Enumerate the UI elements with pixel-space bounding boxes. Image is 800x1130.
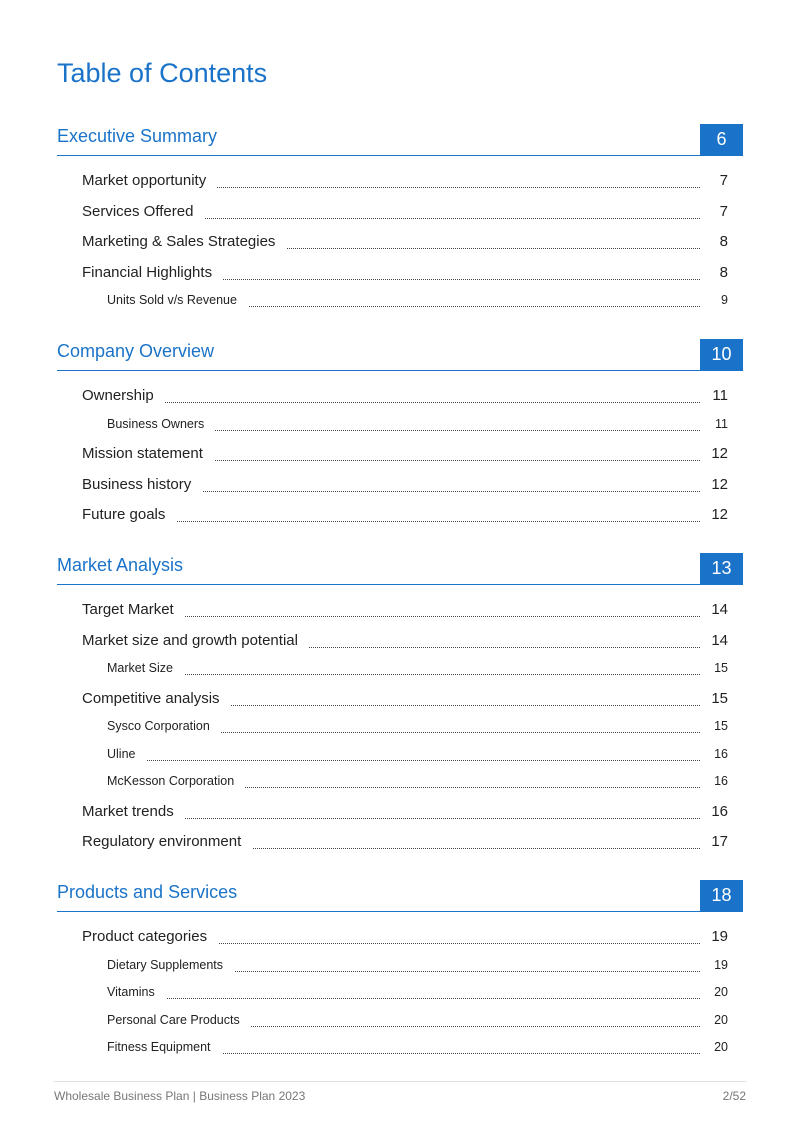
- entry-title: Competitive analysis: [82, 690, 231, 707]
- entry-title: Market opportunity: [82, 172, 217, 189]
- toc-entry[interactable]: [0, 264, 800, 288]
- entry-title: Services Offered: [82, 203, 204, 220]
- section-title: Company Overview: [57, 341, 215, 361]
- dot-leader: [107, 674, 700, 675]
- entry-page-number: 20: [714, 1040, 728, 1054]
- toc-entry[interactable]: [0, 233, 800, 257]
- toc-entry[interactable]: [0, 928, 800, 952]
- entry-title: McKesson Corporation: [107, 774, 245, 788]
- entry-title: Regulatory environment: [82, 833, 252, 850]
- toc-subentry[interactable]: [0, 661, 800, 685]
- section-page-badge: 13: [700, 553, 743, 584]
- entry-title: Fitness Equipment: [107, 1040, 222, 1054]
- entry-page-number: 14: [711, 631, 728, 649]
- entry-page-number: 15: [714, 719, 728, 733]
- entry-page-number: 16: [714, 746, 728, 761]
- entry-title: Units Sold v/s Revenue: [107, 293, 248, 307]
- entry-title: Ownership: [82, 387, 165, 404]
- entry-title: Personal Care Products: [107, 1013, 251, 1027]
- toc-subentry[interactable]: [0, 985, 800, 1009]
- section-heading[interactable]: [57, 124, 743, 156]
- section-page-badge: 18: [700, 880, 743, 911]
- toc-entry[interactable]: [0, 601, 800, 625]
- entry-title: Sysco Corporation: [107, 719, 221, 733]
- toc-entry[interactable]: [0, 632, 800, 656]
- entry-page-number: 8: [719, 263, 728, 281]
- section-heading[interactable]: [57, 880, 743, 912]
- entry-title: Business history: [82, 476, 202, 493]
- entry-title: Market size and growth potential: [82, 632, 309, 649]
- entry-title: Dietary Supplements: [107, 958, 234, 972]
- toc-entry[interactable]: [0, 690, 800, 714]
- toc-subentry[interactable]: [0, 774, 800, 798]
- entry-page-number: 14: [711, 601, 728, 618]
- toc-entry[interactable]: [0, 506, 800, 530]
- entry-page-number: 15: [714, 661, 728, 675]
- toc-subentry[interactable]: [0, 1013, 800, 1037]
- toc-entry[interactable]: [0, 445, 800, 469]
- section-heading[interactable]: [57, 339, 743, 371]
- section-title: Market Analysis: [57, 555, 184, 575]
- footer-page-number: 2/52: [722, 1089, 746, 1103]
- entry-page-number: 11: [712, 387, 728, 404]
- toc-entry[interactable]: [0, 803, 800, 827]
- entry-page-number: 17: [711, 833, 728, 850]
- section-heading[interactable]: [57, 553, 743, 585]
- toc-subentry[interactable]: [0, 417, 800, 441]
- entry-title: Future goals: [82, 506, 176, 523]
- page-title: Table of Contents: [57, 58, 268, 88]
- entry-title: Market Size: [107, 661, 184, 675]
- entry-page-number: 7: [719, 172, 728, 189]
- toc-subentry[interactable]: [0, 958, 800, 982]
- toc-entry[interactable]: [0, 387, 800, 411]
- entry-page-number: 12: [711, 445, 728, 462]
- toc-subentry[interactable]: [0, 747, 800, 771]
- entry-page-number: 12: [711, 475, 728, 493]
- section-page-badge: 10: [700, 339, 743, 370]
- entry-page-number: 8: [719, 233, 728, 250]
- toc-entry[interactable]: [0, 833, 800, 857]
- entry-page-number: 19: [711, 928, 728, 945]
- entry-title: Vitamins: [107, 985, 166, 999]
- entry-page-number: 11: [715, 416, 728, 431]
- dot-leader: [107, 760, 700, 761]
- entry-title: Mission statement: [82, 445, 214, 462]
- dot-leader: [82, 402, 700, 403]
- toc-entry[interactable]: [0, 476, 800, 500]
- entry-title: Uline: [107, 747, 147, 761]
- dot-leader: [107, 998, 700, 999]
- entry-title: Market trends: [82, 803, 185, 820]
- entry-page-number: 9: [721, 293, 728, 307]
- entry-page-number: 7: [719, 202, 728, 220]
- toc-subentry[interactable]: [0, 293, 800, 317]
- section-title: Executive Summary: [57, 126, 218, 146]
- entry-title: Financial Highlights: [82, 264, 223, 281]
- toc-subentry[interactable]: [0, 719, 800, 743]
- entry-page-number: 20: [714, 1012, 728, 1027]
- entry-page-number: 16: [714, 774, 728, 788]
- toc-entry[interactable]: [0, 172, 800, 196]
- section-title: Products and Services: [57, 882, 238, 902]
- footer-divider: [54, 1081, 746, 1082]
- entry-title: Product categories: [82, 928, 218, 945]
- entry-title: Target Market: [82, 601, 185, 618]
- entry-page-number: 15: [711, 689, 728, 707]
- footer-document-title: Wholesale Business Plan | Business Plan 2023: [54, 1089, 306, 1103]
- entry-title: Marketing & Sales Strategies: [82, 233, 286, 250]
- entry-page-number: 12: [711, 506, 728, 523]
- toc-subentry[interactable]: [0, 1040, 800, 1064]
- entry-page-number: 19: [714, 957, 728, 972]
- section-page-badge: 6: [700, 124, 743, 155]
- entry-page-number: 16: [711, 802, 728, 820]
- toc-entry[interactable]: [0, 203, 800, 227]
- entry-page-number: 20: [714, 985, 728, 999]
- entry-title: Business Owners: [107, 417, 215, 431]
